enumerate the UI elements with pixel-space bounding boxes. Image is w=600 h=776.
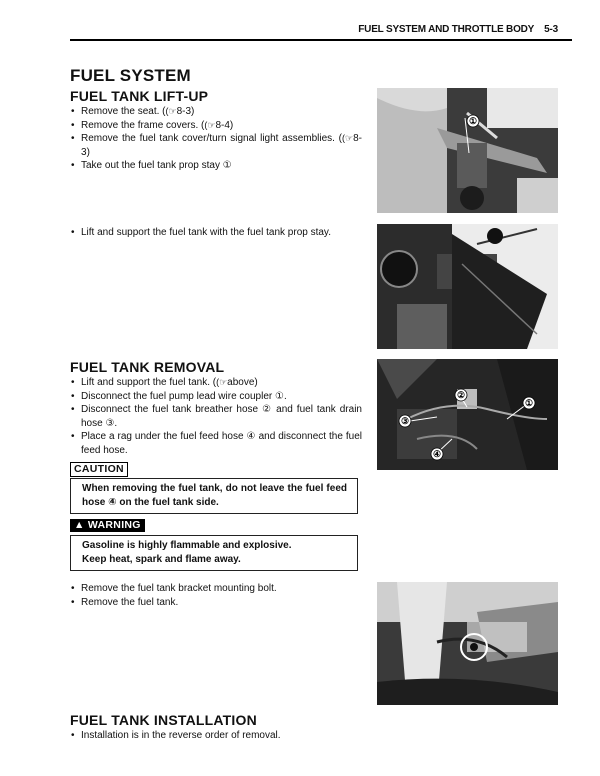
list-item: • Lift and support the fuel tank with the fuel tank prop stay. — [70, 226, 362, 240]
lift-up-steps — [70, 105, 362, 173]
svg-text:③: ③ — [400, 416, 410, 426]
svg-text:②: ② — [456, 390, 466, 400]
manual-reference-icon: (☞ — [165, 106, 177, 116]
list-item: • Disconnect the fuel pump lead wire coupler ①. — [70, 390, 362, 404]
caution-box — [70, 478, 358, 514]
photo-prop-stay — [377, 88, 558, 213]
list-item: • Remove the fuel tank cover/turn signal light assemblies. ((☞8-3) — [70, 132, 362, 159]
photo-fuel-hoses — [377, 359, 558, 470]
removal-steps — [70, 376, 362, 458]
list-item: • Remove the seat. ((☞8-3) — [70, 105, 362, 119]
installation-heading: FUEL TANK INSTALLATION — [70, 712, 257, 728]
header-rule — [70, 39, 572, 41]
svg-text:①: ① — [524, 398, 534, 408]
list-item: • Take out the fuel tank prop stay ① — [70, 159, 362, 173]
manual-reference-icon: (☞ — [204, 119, 216, 130]
list-item: • Remove the fuel tank. — [70, 596, 362, 610]
photo-bracket-bolt — [377, 582, 558, 705]
warning-box — [70, 535, 358, 571]
manual-reference-icon: (☞ — [216, 377, 228, 387]
section-title: FUEL SYSTEM AND THROTTLE BODY — [358, 24, 535, 35]
page-number: 5-3 — [544, 24, 558, 35]
manual-reference-icon: (☞ — [342, 133, 354, 144]
warning-label: ▲ WARNING — [70, 519, 145, 532]
list-item: • Lift and support the fuel tank. ((☞above) — [70, 376, 362, 390]
installation-steps — [70, 729, 362, 743]
page-title: FUEL SYSTEM — [70, 66, 191, 85]
photo-lifted-tank — [377, 224, 558, 349]
svg-text:④: ④ — [432, 449, 442, 459]
lift-up-heading: FUEL TANK LIFT-UP — [70, 88, 209, 104]
warning-line-2: Keep heat, spark and flame away. — [82, 554, 241, 565]
running-header — [358, 24, 558, 35]
svg-text:①: ① — [468, 116, 478, 126]
list-item: • Remove the frame covers. ((☞8-4) — [70, 119, 362, 133]
list-item: • Installation is in the reverse order of removal. — [70, 729, 362, 743]
caution-label: CAUTION — [70, 462, 128, 477]
removal-final-steps — [70, 582, 362, 609]
removal-heading: FUEL TANK REMOVAL — [70, 359, 225, 375]
warning-line-1: Gasoline is highly flammable and explosive. — [82, 540, 292, 551]
list-item: • Place a rag under the fuel feed hose ④ and disconnect the fuel feed hose. — [70, 430, 362, 457]
list-item: • Remove the fuel tank bracket mounting bolt. — [70, 582, 362, 596]
caution-text: When removing the fuel tank, do not leave the fuel feed hose ④ on the fuel tank side. — [82, 483, 347, 508]
list-item: • Disconnect the fuel tank breather hose ② and fuel tank drain hose ③. — [70, 403, 362, 430]
lift-up-steps-2 — [70, 226, 362, 240]
